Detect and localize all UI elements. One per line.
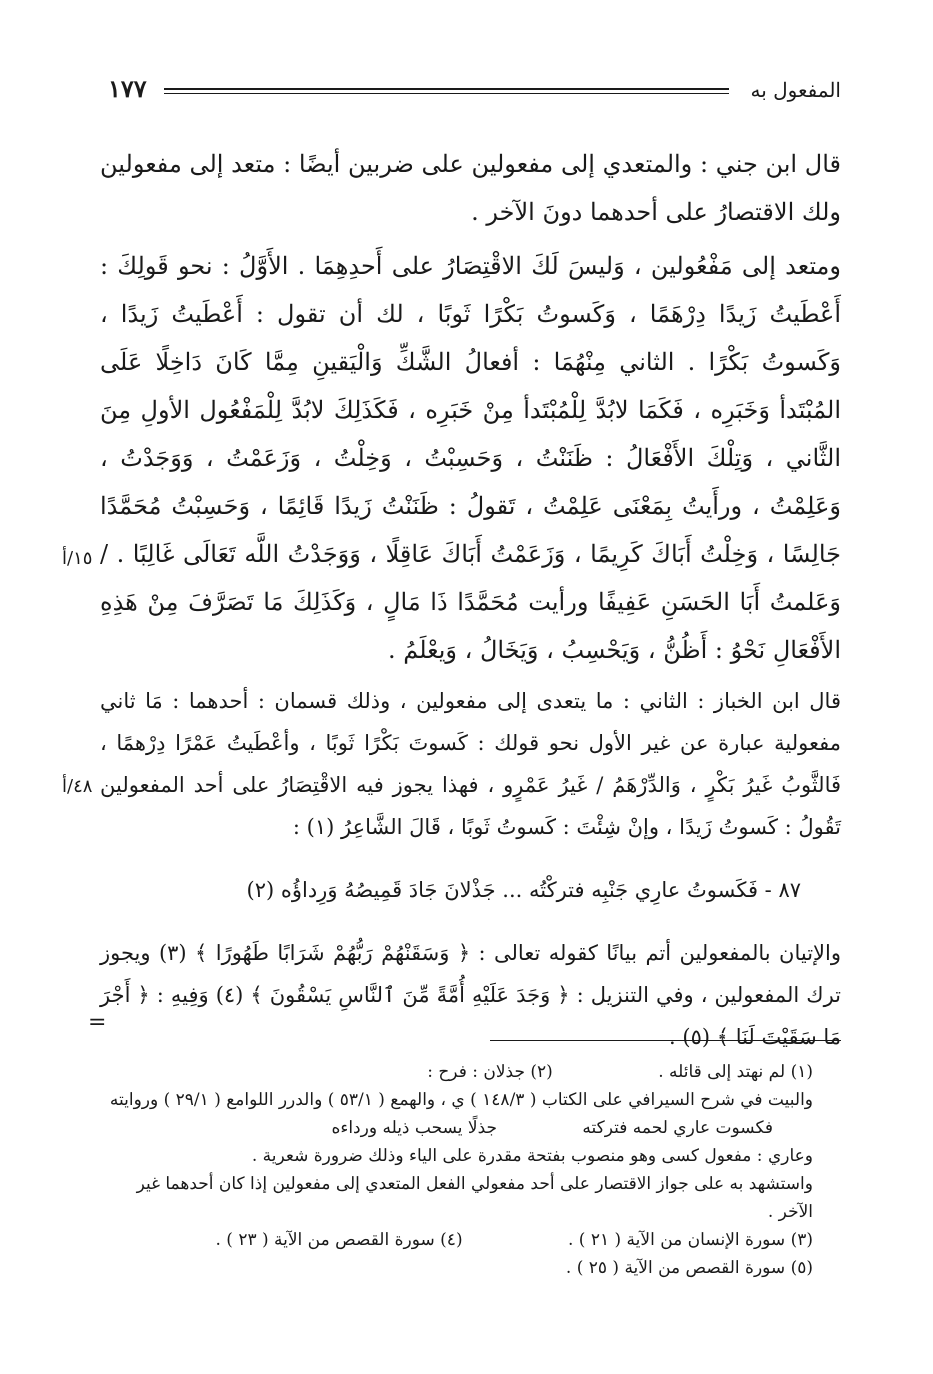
main-text	[100, 140, 841, 1064]
paragraph-ibn-khabbaz: قال ابن الخباز : الثاني : ما يتعدى إلى مفعولين ، وذلك قسمان : أحدهما : مَا ثاني مفعولية عبارة عن غير الأول نحو قولك : كَسوتَ بَكْرًا ثَوبًا ، وأعْطَيتُ عَمْرًا دِرْهمًا ، فَالثَّوبُ غَيرُ بَكْرٍ ، وَالدِّرْهَمُ / غَيرُ عَمْرٍو ، فهذا يجوز فيه الاقْتِصَارُ على أحد المفعولين تَقُولُ : كَسوتُ زَيدًا ، وإنْ شِئْتَ : كَسوتُ ثَوبًا ، قَالَ الشَّاعِرُ (١) :	[100, 689, 841, 839]
page-header	[108, 74, 841, 110]
footnote-verse-first-hemistich: فكسوت عاري لحمه فتركته	[582, 1118, 773, 1138]
footnotes	[100, 1058, 813, 1282]
footnote-evidence-note: واستشهد به على جواز الاقتصار على أحد مفعولي الفعل المتعدي إلى مفعولين إذا كان أحدهما غير الآخر .	[136, 1174, 813, 1222]
footnote-2: (٢) جذلان : فرح :	[427, 1062, 553, 1082]
poetry-verse-87: ٨٧ - فَكَسوتُ عارِي جَنْبِه فتركْتُه ... جَذْلانَ جَادَ قَمِيصُهُ وَرِداؤُه (٢)	[246, 878, 801, 902]
footnote-4: (٤) سورة القصص من الآية ( ٢٣ ) .	[215, 1230, 463, 1250]
footnote-1: (١) لم نهتد إلى قائله .	[658, 1062, 813, 1082]
footnote-5: (٥) سورة القصص من الآية ( ٢٥ ) .	[565, 1258, 813, 1278]
footnote-separator	[490, 1040, 841, 1041]
paragraph-ibn-jinni-1: قال ابن جني : والمتعدي إلى مفعولين على ضربين أيضًا : متعد إلى مفعولين ولك الاقتصارُ على أحدهما دونَ الآخر .	[100, 150, 841, 226]
footnote-source: والبيت في شرح السيرافي على الكتاب ( ١٤٨/٣ ) ي ، والهمع ( ٥٣/١ ) والدرر اللوامع ( ٢٩/١ ) وروايته	[109, 1090, 813, 1110]
margin-note-15a: ١٥/أ	[62, 548, 93, 569]
header-rule	[164, 88, 729, 94]
double-line-mark: =	[88, 1010, 107, 1035]
footnote-verse-second-hemistich: جذلًا يسحب ذيله ورداءه	[331, 1118, 497, 1138]
margin-note-48a: ٤٨/أ	[62, 776, 93, 797]
paragraph-quran-citations: والإتيان بالمفعولين أتم بيانًا كقوله تعالى : ﴿ وَسَقَنْهُمْ رَبُّهُمْ شَرَابًا طَهُورًا ﴾ (٣) ويجوز ترك المفعولين ، وفي التنزيل : ﴿ وَجَدَ عَلَيْهِ أُمَّةً مِّنَ ٱلنَّاسِ يَسْقُونَ ﴾ (٤) وَفِيهِ : ﴿ أَجْرَ مَا سَقَيْتَ لَنَا ﴾ (٥) .	[100, 941, 841, 1049]
footnote-3: (٣) سورة الإنسان من الآية ( ٢١ ) .	[567, 1230, 813, 1250]
chapter-title: المفعول به	[750, 78, 841, 102]
footnote-1-2	[100, 1058, 813, 1086]
paragraph-ibn-jinni-2: ومتعد إلى مَفْعُولين ، وَليسَ لَكَ الاقْتِصَارُ على أَحدِهِمَا . الأَوَّلُ : نحو قَولِكَ : أَعْطَيتُ زَيدًا دِرْهَمًا ، وَكَسوتُ بَكْرًا ثَوبًا ، لك أن تقول : أَعْطَيتُ زَيدًا ، وَكَسوتُ بَكْرًا . الثاني مِنْهُمَا : أفعالُ الشَّكِّ وَالْيَقينِ مِمَّا كَانَ دَاخِلًا عَلَى المُبْتَدأ وَخَبَرِه ، فَكَمَا لابُدَّ لِلْمُبْتَدأ مِنْ خَبَرِه ، فَكَذَلِكَ لابُدَّ لِلْمَفْعُول الأولِ مِنَ الثَّاني ، وَتِلْكَ الأَفْعَالُ : ظَنَنْتُ ، وَحَسِبْتُ ، وَخِلْتُ ، وَزَعَمْتُ ، وَوَجَدْتُ ، وَعَلِمْتُ ، ورأَيتُ بِمَعْنَى عَلِمْتُ ، تَقولُ : ظَنَنْتُ زَيدًا قَائِمًا ، وَحَسِبْتُ مُحَمَّدًا جَالِسًا ، وَخِلْتُ أَبَاكَ كَرِيمًا ، وَزَعَمْتُ أَبَاكَ عَاقِلًا ، وَوَجَدْتُ اللَّه تَعَالَى غَالِبًا . / وَعَلمتُ أَبَا الحَسَنِ عَفِيفًا ورأيت مُحَمَّدًا ذَا مَالٍ ، وَكَذَلِكَ مَا تَصَرَّفَ مِنْ هَذِهِ الأَفْعَالِ نَحْوُ : أَظُنُّ ، وَيَحْسِبُ ، وَيَخَالُ ، وَيعْلَمُ .	[100, 252, 842, 664]
footnote-3-4	[100, 1226, 813, 1254]
footnote-grammar-note: وعاري : مفعول كسى وهو منصوب بفتحة مقدرة على الياء وذلك ضرورة شعرية .	[251, 1146, 813, 1166]
page-number: ١٧٧	[108, 74, 147, 103]
footnote-verse-variant	[100, 1114, 813, 1142]
